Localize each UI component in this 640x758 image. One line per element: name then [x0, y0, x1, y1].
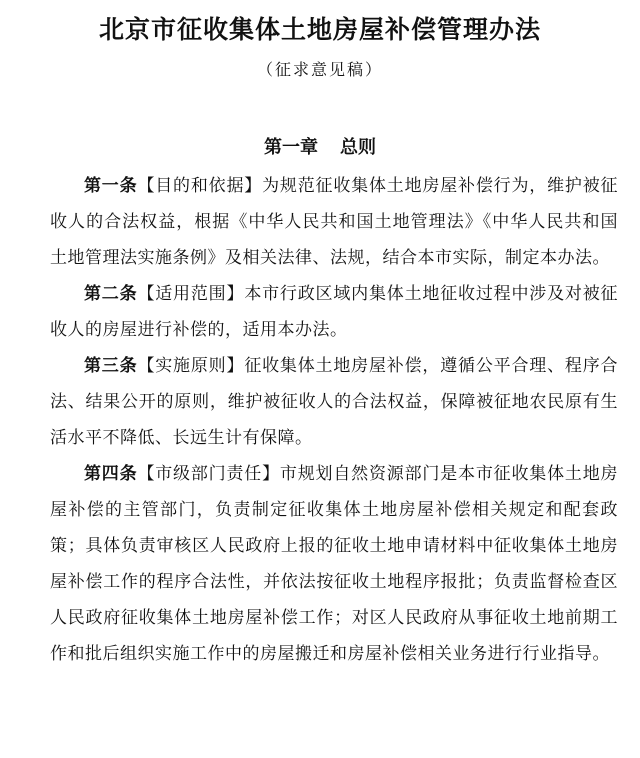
article-3	[50, 348, 618, 456]
article-number: 第三条	[84, 356, 138, 376]
article-text: 征收集体土地房屋补偿，遵循公平合理、程序合法、结果公开的原则，维护被征收人的合法权益，保障被征地农民原有生活水平不降低、长远生计有保障。	[50, 356, 619, 448]
document-subtitle: （征求意见稿）	[256, 60, 383, 79]
article-tag: 【目的和依据】	[137, 176, 263, 196]
article-1	[50, 168, 618, 276]
article-tag: 【适用范围】	[137, 284, 245, 304]
document-title: 北京市征收集体土地房屋补偿管理办法	[98, 15, 541, 44]
article-tag: 【实施原则】	[137, 356, 245, 376]
article-2	[50, 276, 618, 348]
article-tag: 【市级部门责任】	[137, 464, 280, 484]
article-number: 第一条	[84, 176, 138, 196]
chapter-heading	[0, 134, 640, 162]
article-4	[50, 456, 618, 672]
article-text: 市规划自然资源部门是本市征收集体土地房屋补偿的主管部门，负责制定征收集体土地房屋补偿相关规定和配套政策；具体负责审核区人民政府上报的征收土地申请材料中征收集体土地房屋补偿工作的程序合法性，并依法按征收土地程序报批；负责监督检查区人民政府征收集体土地房屋补偿工作；对区人民政府从事征收土地前期工作和批后组织实施工作中的房屋搬迁和房屋补偿相关业务进行行业指导。	[50, 464, 619, 664]
article-number: 第二条	[84, 284, 138, 304]
article-list	[50, 168, 618, 672]
article-number: 第四条	[84, 464, 138, 484]
chapter-name: 总则	[340, 137, 376, 158]
article-text: 本市行政区域内集体土地征收过程中涉及对被征收人的房屋进行补偿的，适用本办法。	[50, 284, 619, 340]
chapter-number: 第一章	[264, 137, 318, 158]
article-text: 为规范征收集体土地房屋补偿行为，维护被征收人的合法权益，根据《中华人民共和国土地管理法》《中华人民共和国土地管理法实施条例》及相关法律、法规，结合本市实际，制定本办法。	[50, 176, 619, 268]
